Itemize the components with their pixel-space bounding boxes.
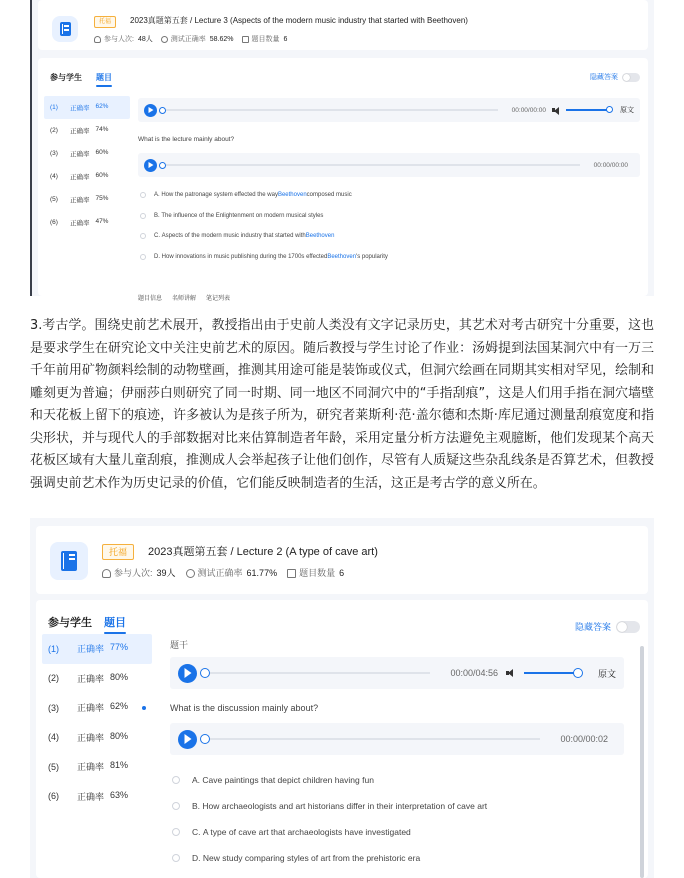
- question-item[interactable]: [44, 96, 130, 119]
- rate-value: 74%: [95, 126, 109, 133]
- bottom-tab-bar: [138, 293, 230, 302]
- radio-button[interactable]: [140, 192, 146, 198]
- option-b[interactable]: [170, 793, 624, 819]
- question-item[interactable]: [42, 782, 152, 812]
- radio-button[interactable]: [140, 233, 146, 239]
- person-icon: [94, 36, 101, 43]
- toefl-tag: 托福: [102, 544, 134, 560]
- option-keyword: Beethoven: [305, 233, 335, 240]
- rate-value: 80%: [110, 730, 129, 741]
- count-value: 6: [283, 36, 288, 43]
- lecture-meta: [94, 34, 287, 44]
- rate-label: 正确率: [77, 762, 105, 773]
- lecture-title: 2023真题第五套 / Lecture 3 (Aspects of the modern music industry that started with Beethoven): [130, 16, 468, 25]
- lecture2-main-card: [36, 600, 648, 878]
- option-text: New study comparing styles of art from the prehistoric era: [202, 853, 421, 863]
- count-label: 题目数量: [251, 36, 280, 43]
- tab-teacher-explanation[interactable]: 名师讲解: [172, 296, 197, 302]
- question-number: (5): [50, 196, 58, 203]
- tab-question-info[interactable]: 题目信息: [138, 296, 163, 302]
- rate-label: 正确率: [69, 174, 90, 181]
- question-number: (2): [48, 673, 59, 684]
- accuracy-label: 测试正确率: [170, 36, 206, 43]
- rate-label: 正确率: [69, 197, 90, 204]
- progress-track[interactable]: [210, 672, 430, 674]
- question-item[interactable]: [44, 211, 130, 234]
- tab-students[interactable]: 参与学生: [48, 617, 92, 629]
- count-value: 6: [339, 568, 345, 578]
- participants-label: 参与人次:: [114, 568, 153, 578]
- radio-button[interactable]: [172, 854, 180, 862]
- option-text: How the patronage system effected the way: [161, 192, 278, 199]
- option-text: Aspects of the modern music industry that started with: [161, 233, 306, 240]
- rate-label: 正确率: [69, 151, 90, 158]
- option-c[interactable]: [170, 819, 624, 845]
- option-letter: A.: [154, 192, 160, 199]
- question-number: (3): [48, 702, 59, 713]
- option-letter: D.: [192, 853, 201, 863]
- count-label: 题目数量: [299, 568, 336, 578]
- option-a[interactable]: [170, 767, 624, 793]
- time-display: 00:00/04:56: [450, 668, 498, 678]
- rate-label: 正确率: [77, 703, 105, 714]
- lecture-meta: [102, 566, 344, 579]
- rate-value: 80%: [110, 671, 129, 682]
- time-display: 00:00/00:02: [560, 734, 608, 744]
- volume-knob[interactable]: [573, 668, 583, 678]
- option-letter: C.: [154, 233, 160, 240]
- rate-label: 正确率: [69, 220, 90, 227]
- question-list: [44, 96, 130, 234]
- lecture3-screenshot: [30, 0, 654, 302]
- question-number: (2): [50, 127, 58, 134]
- question-item[interactable]: [42, 634, 152, 664]
- option-d[interactable]: [170, 845, 624, 871]
- stem-label: 题干: [170, 640, 189, 650]
- question-audio-player: [170, 723, 624, 755]
- check-circle-icon: [161, 36, 168, 43]
- option-text-tail: composed music: [306, 192, 352, 199]
- rate-value: 63%: [110, 789, 129, 800]
- time-display: 00:00/00:00: [593, 161, 628, 169]
- rate-value: 62%: [110, 701, 129, 712]
- lecture3-header: [38, 0, 648, 50]
- progress-knob[interactable]: [200, 734, 210, 744]
- question-number: (1): [50, 104, 58, 111]
- option-keyword: Beethoven: [277, 192, 307, 199]
- tab-questions[interactable]: 题目: [96, 72, 112, 87]
- play-button[interactable]: [144, 159, 157, 172]
- accuracy-stat: [161, 34, 234, 44]
- question-number: (4): [48, 732, 59, 743]
- question-panel: [138, 98, 640, 296]
- hide-answer-toggle[interactable]: [590, 72, 640, 82]
- question-number: (4): [50, 173, 58, 180]
- rate-label: 正确率: [77, 732, 105, 743]
- accuracy-value: 58.62%: [209, 36, 234, 43]
- question-item[interactable]: [42, 723, 152, 753]
- progress-track[interactable]: [210, 738, 540, 740]
- play-button[interactable]: [144, 104, 157, 117]
- option-letter: B.: [154, 212, 160, 219]
- volume-slider[interactable]: [524, 672, 578, 674]
- accuracy-label: 测试正确率: [197, 568, 243, 578]
- progress-knob[interactable]: [159, 107, 166, 114]
- radio-button[interactable]: [140, 254, 146, 260]
- hide-answer-label: 隐藏答案: [574, 622, 611, 632]
- question-text: What is the discussion mainly about?: [170, 703, 319, 713]
- lecture-title: 2023真题第五套 / Lecture 2 (A type of cave art): [148, 546, 378, 558]
- question-item[interactable]: [44, 142, 130, 165]
- tab-bar: [50, 72, 112, 87]
- participants-stat: [102, 566, 176, 579]
- volume-icon[interactable]: [506, 669, 516, 678]
- option-letter: B.: [192, 801, 201, 811]
- progress-knob[interactable]: [200, 668, 210, 678]
- option-a[interactable]: [138, 185, 640, 206]
- rate-value: 47%: [95, 218, 109, 225]
- lecture-audio-player: [170, 657, 624, 689]
- lecture2-screenshot: [30, 518, 654, 878]
- checkbox-icon: [287, 569, 296, 578]
- question-item[interactable]: [42, 664, 152, 694]
- participants-stat: [94, 34, 153, 44]
- rate-label: 正确率: [69, 128, 90, 135]
- question-number: (3): [50, 150, 58, 157]
- radio-button[interactable]: [172, 776, 180, 784]
- option-text: Cave paintings that depict children having fun: [202, 775, 374, 785]
- radio-button[interactable]: [172, 802, 180, 810]
- check-circle-icon: [186, 569, 195, 578]
- time-display: 00:00/00:00: [511, 106, 546, 114]
- question-item[interactable]: [44, 119, 130, 142]
- option-d[interactable]: [138, 247, 640, 268]
- lecture-audio-player: [138, 98, 640, 122]
- checkbox-icon: [242, 36, 249, 43]
- option-letter: A.: [192, 775, 201, 785]
- question-list: [42, 634, 152, 811]
- rate-label: 正确率: [77, 673, 105, 684]
- original-text-button[interactable]: 原文: [620, 107, 634, 114]
- lecture2-header: [36, 526, 648, 594]
- article-paragraph: 3.考古学。围绕史前艺术展开，教授指出由于史前人类没有文字记录历史，其艺术对考古研究十分重要，这也是要求学生在研究论文中关注史前艺术的原因。随后教授与学生讨论了作业：汤姆提到法国某洞穴中有一万三千年前用矿物颜料绘制的动物壁画，推测其用途可能是装饰或仪式，但洞穴绘画在同期其实相对罕见，绘制和雕刻更为普遍；伊丽莎白则研究了同一时期、同一地区不同洞穴中的“手指刮痕”，这是人们用手指在洞穴墙壁和天花板上留下的痕迹，许多被认为是孩子所为，研究者莱斯利·范·盖尔德和杰斯·库尼通过测量刮痕宽度和指尖形状，并与现代人的手部数据对比来估算制造者年龄，采用定量分析方法避免主观臆断，他们发现某个高天花板区域有大量儿童刮痕，推测成人会举起孩子让他们创作，尽管有人质疑这些杂乱线条是否算艺术，但教授强调史前艺术作为历史记录的价值，它们能反映制造者的生活，这正是考古学的意义所在。: [30, 318, 654, 491]
- answer-options: [138, 185, 640, 267]
- question-number: (1): [48, 643, 59, 654]
- rate-value: 77%: [110, 642, 129, 653]
- option-text: How innovations in music publishing during the 1700s effected: [161, 253, 328, 260]
- play-button[interactable]: [178, 730, 197, 749]
- vertical-scrollbar[interactable]: [640, 646, 644, 878]
- option-b[interactable]: [138, 206, 640, 227]
- tab-students[interactable]: 参与学生: [50, 73, 82, 82]
- option-letter: C.: [192, 827, 201, 837]
- radio-button[interactable]: [140, 213, 146, 219]
- rate-label: 正确率: [69, 105, 90, 112]
- toggle-switch[interactable]: [622, 73, 640, 82]
- toefl-tag: 托福: [94, 16, 116, 28]
- progress-track[interactable]: [166, 109, 498, 111]
- count-stat: [287, 566, 344, 579]
- progress-knob[interactable]: [159, 162, 166, 169]
- question-item[interactable]: [42, 693, 152, 723]
- tab-notes[interactable]: 笔记列表: [206, 296, 231, 302]
- question-item[interactable]: [42, 752, 152, 782]
- indicator-dot: [142, 706, 146, 710]
- option-text: How archaeologists and art historians differ in their interpretation of cave art: [202, 801, 488, 811]
- question-audio-player: [138, 153, 640, 177]
- toggle-switch[interactable]: [616, 621, 640, 633]
- option-letter: D.: [154, 253, 160, 260]
- rate-value: 60%: [95, 172, 109, 179]
- question-number: (6): [48, 791, 59, 802]
- question-text: What is the lecture mainly about?: [138, 136, 235, 143]
- rate-value: 81%: [110, 760, 129, 771]
- hide-answer-toggle[interactable]: [575, 620, 640, 633]
- tab-questions[interactable]: 题目: [104, 614, 126, 634]
- rate-value: 62%: [95, 103, 109, 110]
- participants-value: 48人: [137, 36, 153, 43]
- tab-bar: [48, 614, 126, 634]
- question-panel: [170, 638, 640, 878]
- rate-label: 正确率: [77, 644, 105, 655]
- participants-label: 参与人次:: [104, 36, 134, 43]
- answer-options: [170, 767, 624, 871]
- question-item[interactable]: [44, 165, 130, 188]
- question-item[interactable]: [44, 188, 130, 211]
- rate-value: 75%: [95, 195, 109, 202]
- book-icon: [52, 16, 78, 42]
- option-text: A type of cave art that archaeologists have investigated: [202, 827, 411, 837]
- rate-value: 60%: [95, 149, 109, 156]
- question-number: (5): [48, 761, 59, 772]
- participants-value: 39人: [156, 568, 176, 578]
- option-text-tail: 's popularity: [356, 253, 388, 260]
- person-icon: [102, 569, 111, 578]
- progress-track[interactable]: [166, 164, 580, 166]
- option-c[interactable]: [138, 226, 640, 247]
- original-text-button[interactable]: 原文: [597, 668, 616, 679]
- radio-button[interactable]: [172, 828, 180, 836]
- volume-slider[interactable]: [566, 109, 610, 111]
- question-number: (6): [50, 219, 58, 226]
- count-stat: [242, 34, 288, 44]
- lecture3-main-card: [38, 58, 648, 302]
- option-text: The influence of the Enlightenment on modern musical styles: [161, 212, 324, 219]
- rate-label: 正确率: [77, 791, 105, 802]
- volume-icon[interactable]: [552, 107, 560, 114]
- play-button[interactable]: [178, 664, 197, 683]
- hide-answer-label: 隐藏答案: [590, 74, 618, 81]
- accuracy-stat: [186, 566, 278, 579]
- book-icon: [50, 542, 88, 580]
- option-keyword: Beethoven: [327, 253, 357, 260]
- volume-knob[interactable]: [606, 106, 613, 113]
- accuracy-value: 61.77%: [246, 568, 278, 578]
